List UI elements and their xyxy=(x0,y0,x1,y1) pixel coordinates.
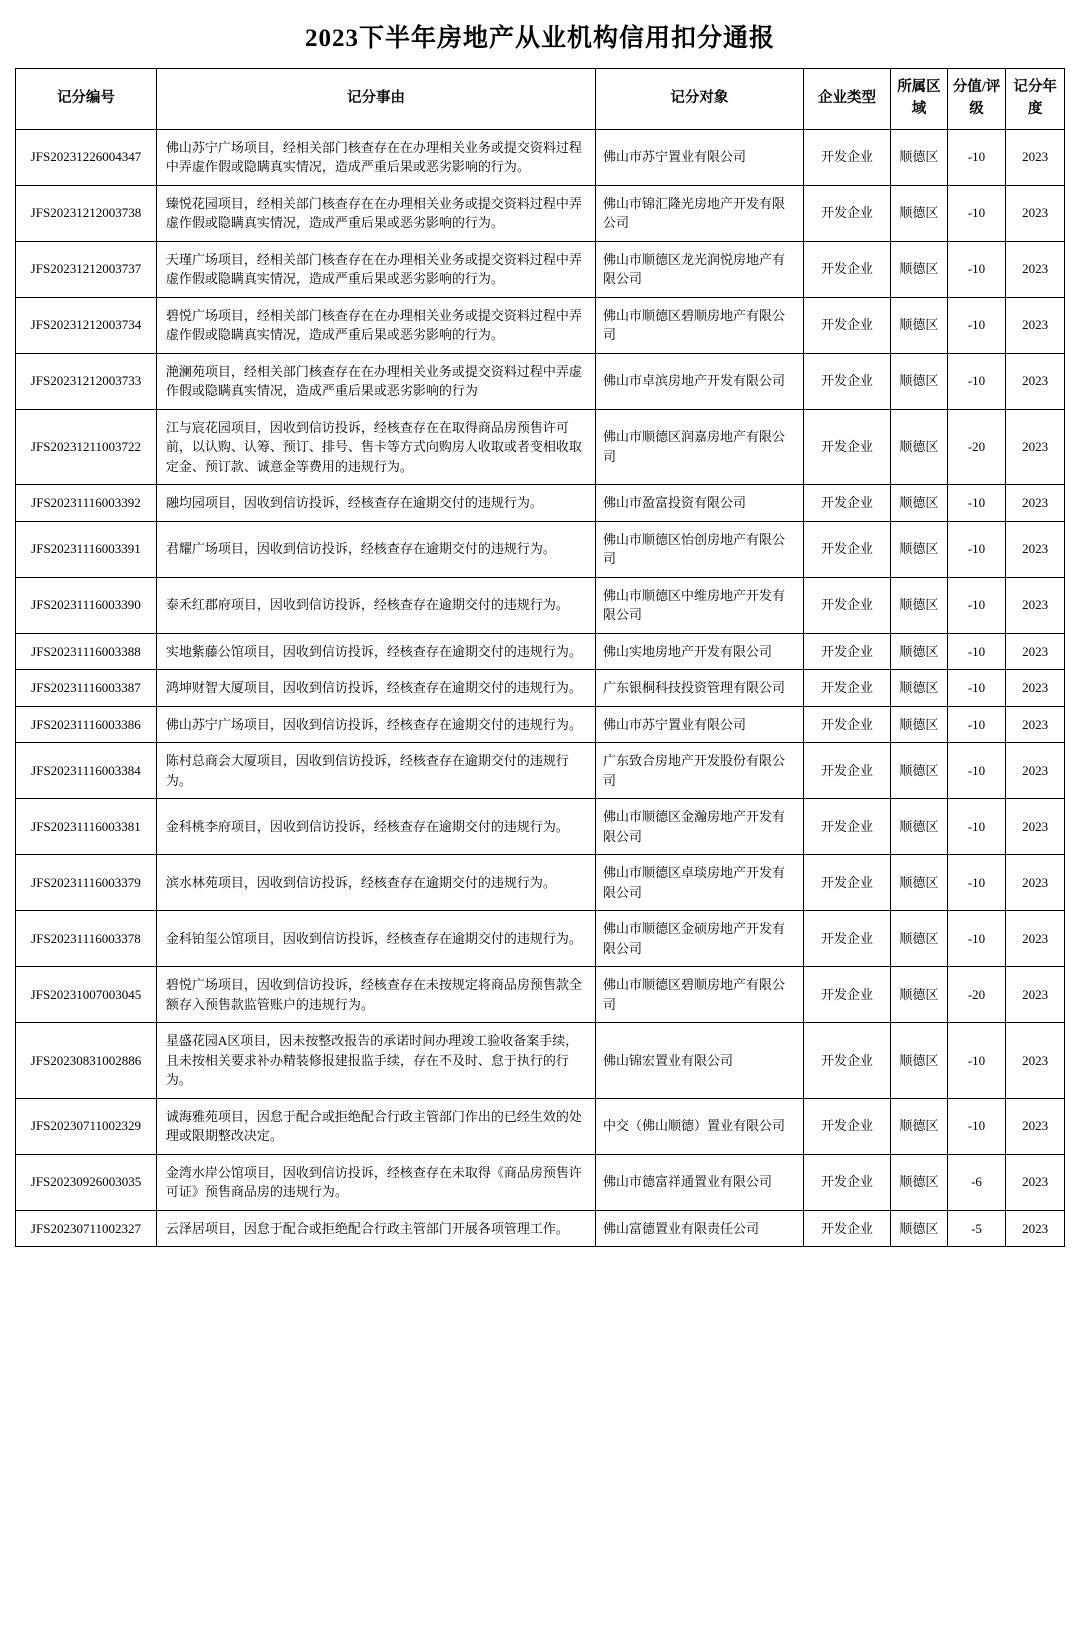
cell-score: -10 xyxy=(947,353,1006,409)
cell-id: JFS20231116003388 xyxy=(16,633,157,670)
cell-reason: 臻悦花园项目，经相关部门核查存在在办理相关业务或提交资料过程中弄虚作假或隐瞒真实情况，造成严重后果或恶劣影响的行为。 xyxy=(156,185,595,241)
cell-score: -5 xyxy=(947,1210,1006,1247)
table-row xyxy=(16,967,1065,1023)
column-header-score: 分值/评级 xyxy=(947,69,1006,130)
table-row xyxy=(16,297,1065,353)
cell-type: 开发企业 xyxy=(803,241,890,297)
cell-type: 开发企业 xyxy=(803,1023,890,1099)
cell-reason: 碧悦广场项目，因收到信访投诉，经核查存在未按规定将商品房预售款全额存入预售款监管账户的违规行为。 xyxy=(156,967,595,1023)
cell-area: 顺德区 xyxy=(891,967,948,1023)
cell-id: JFS20230831002886 xyxy=(16,1023,157,1099)
table-row xyxy=(16,1098,1065,1154)
table-row xyxy=(16,409,1065,485)
cell-year: 2023 xyxy=(1006,1154,1065,1210)
cell-target: 佛山市顺德区怡创房地产有限公司 xyxy=(596,521,804,577)
cell-target: 中交（佛山顺德）置业有限公司 xyxy=(596,1098,804,1154)
cell-area: 顺德区 xyxy=(891,706,948,743)
table-row xyxy=(16,855,1065,911)
cell-target: 佛山市锦汇隆光房地产开发有限公司 xyxy=(596,185,804,241)
cell-id: JFS20231116003387 xyxy=(16,670,157,707)
cell-score: -10 xyxy=(947,855,1006,911)
cell-type: 开发企业 xyxy=(803,1098,890,1154)
cell-area: 顺德区 xyxy=(891,297,948,353)
cell-year: 2023 xyxy=(1006,743,1065,799)
cell-score: -10 xyxy=(947,799,1006,855)
cell-id: JFS20231116003378 xyxy=(16,911,157,967)
cell-type: 开发企业 xyxy=(803,911,890,967)
cell-reason: 金湾水岸公馆项目，因收到信访投诉，经核查存在未取得《商品房预售许可证》预售商品房的违规行为。 xyxy=(156,1154,595,1210)
cell-type: 开发企业 xyxy=(803,799,890,855)
cell-score: -10 xyxy=(947,297,1006,353)
cell-type: 开发企业 xyxy=(803,743,890,799)
cell-score: -6 xyxy=(947,1154,1006,1210)
cell-reason: 滟澜苑项目，经相关部门核查存在在办理相关业务或提交资料过程中弄虚作假或隐瞒真实情况，造成严重后果或恶劣影响的行为 xyxy=(156,353,595,409)
table-row xyxy=(16,1154,1065,1210)
cell-area: 顺德区 xyxy=(891,485,948,522)
table-row xyxy=(16,241,1065,297)
cell-year: 2023 xyxy=(1006,521,1065,577)
cell-area: 顺德区 xyxy=(891,521,948,577)
cell-id: JFS20231212003733 xyxy=(16,353,157,409)
cell-target: 佛山市顺德区龙光润悦房地产有限公司 xyxy=(596,241,804,297)
cell-type: 开发企业 xyxy=(803,1210,890,1247)
cell-type: 开发企业 xyxy=(803,485,890,522)
cell-target: 佛山锦宏置业有限公司 xyxy=(596,1023,804,1099)
table-row xyxy=(16,743,1065,799)
cell-type: 开发企业 xyxy=(803,353,890,409)
cell-reason: 金科铂玺公馆项目，因收到信访投诉，经核查存在逾期交付的违规行为。 xyxy=(156,911,595,967)
cell-id: JFS20231116003379 xyxy=(16,855,157,911)
cell-target: 佛山市德富祥通置业有限公司 xyxy=(596,1154,804,1210)
cell-reason: 融均园项目，因收到信访投诉，经核查存在逾期交付的违规行为。 xyxy=(156,485,595,522)
cell-area: 顺德区 xyxy=(891,185,948,241)
cell-reason: 滨水林苑项目，因收到信访投诉，经核查存在逾期交付的违规行为。 xyxy=(156,855,595,911)
cell-score: -10 xyxy=(947,185,1006,241)
cell-id: JFS20230711002327 xyxy=(16,1210,157,1247)
cell-year: 2023 xyxy=(1006,353,1065,409)
cell-year: 2023 xyxy=(1006,185,1065,241)
cell-type: 开发企业 xyxy=(803,521,890,577)
cell-area: 顺德区 xyxy=(891,1154,948,1210)
cell-reason: 鸿坤财智大厦项目，因收到信访投诉，经核查存在逾期交付的违规行为。 xyxy=(156,670,595,707)
cell-reason: 天瑾广场项目，经相关部门核查存在在办理相关业务或提交资料过程中弄虚作假或隐瞒真实情况，造成严重后果或恶劣影响的行为。 xyxy=(156,241,595,297)
credit-deduction-table xyxy=(15,68,1065,1247)
cell-type: 开发企业 xyxy=(803,706,890,743)
cell-reason: 星盛花园A区项目，因未按整改报告的承诺时间办理竣工验收备案手续，且未按相关要求补办精装修报建报监手续，存在不及时、怠于执行的行为。 xyxy=(156,1023,595,1099)
cell-target: 佛山市苏宁置业有限公司 xyxy=(596,706,804,743)
cell-score: -20 xyxy=(947,967,1006,1023)
cell-reason: 君耀广场项目，因收到信访投诉，经核查存在逾期交付的违规行为。 xyxy=(156,521,595,577)
table-row xyxy=(16,185,1065,241)
cell-target: 佛山实地房地产开发有限公司 xyxy=(596,633,804,670)
cell-id: JFS20231116003384 xyxy=(16,743,157,799)
column-header-area: 所属区域 xyxy=(891,69,948,130)
cell-score: -10 xyxy=(947,670,1006,707)
cell-area: 顺德区 xyxy=(891,577,948,633)
cell-target: 广东银桐科技投资管理有限公司 xyxy=(596,670,804,707)
table-row xyxy=(16,706,1065,743)
table-header-row xyxy=(16,69,1065,130)
cell-reason: 佛山苏宁广场项目，经相关部门核查存在在办理相关业务或提交资料过程中弄虚作假或隐瞒真实情况，造成严重后果或恶劣影响的行为。 xyxy=(156,129,595,185)
cell-id: JFS20231212003737 xyxy=(16,241,157,297)
cell-reason: 陈村总商会大厦项目，因收到信访投诉，经核查存在逾期交付的违规行为。 xyxy=(156,743,595,799)
cell-year: 2023 xyxy=(1006,577,1065,633)
cell-year: 2023 xyxy=(1006,129,1065,185)
cell-id: JFS20231116003391 xyxy=(16,521,157,577)
cell-year: 2023 xyxy=(1006,1210,1065,1247)
column-header-target: 记分对象 xyxy=(596,69,804,130)
cell-type: 开发企业 xyxy=(803,129,890,185)
cell-year: 2023 xyxy=(1006,911,1065,967)
cell-reason: 江与宸花园项目，因收到信访投诉，经核查存在在取得商品房预售许可前，以认购、认筹、预订、排号、售卡等方式向购房人收取或者变相收取定金、预订款、诚意金等费用的违规行为。 xyxy=(156,409,595,485)
cell-year: 2023 xyxy=(1006,241,1065,297)
cell-year: 2023 xyxy=(1006,485,1065,522)
cell-score: -10 xyxy=(947,129,1006,185)
cell-year: 2023 xyxy=(1006,297,1065,353)
cell-target: 佛山市顺德区金硕房地产开发有限公司 xyxy=(596,911,804,967)
cell-id: JFS20231212003734 xyxy=(16,297,157,353)
cell-target: 佛山市苏宁置业有限公司 xyxy=(596,129,804,185)
cell-id: JFS20231116003392 xyxy=(16,485,157,522)
cell-reason: 金科桃李府项目，因收到信访投诉，经核查存在逾期交付的违规行为。 xyxy=(156,799,595,855)
cell-target: 广东致合房地产开发股份有限公司 xyxy=(596,743,804,799)
cell-type: 开发企业 xyxy=(803,855,890,911)
cell-score: -10 xyxy=(947,743,1006,799)
cell-type: 开发企业 xyxy=(803,297,890,353)
cell-id: JFS20230711002329 xyxy=(16,1098,157,1154)
cell-score: -10 xyxy=(947,521,1006,577)
column-header-type: 企业类型 xyxy=(803,69,890,130)
cell-target: 佛山市顺德区金瀚房地产开发有限公司 xyxy=(596,799,804,855)
page-title: 2023下半年房地产从业机构信用扣分通报 xyxy=(304,25,775,52)
cell-target: 佛山市顺德区润嘉房地产有限公司 xyxy=(596,409,804,485)
cell-type: 开发企业 xyxy=(803,967,890,1023)
cell-type: 开发企业 xyxy=(803,577,890,633)
column-header-id: 记分编号 xyxy=(16,69,157,130)
cell-id: JFS20231211003722 xyxy=(16,409,157,485)
cell-area: 顺德区 xyxy=(891,1023,948,1099)
cell-year: 2023 xyxy=(1006,706,1065,743)
table-body xyxy=(16,129,1065,1247)
cell-type: 开发企业 xyxy=(803,633,890,670)
cell-reason: 云泽居项目，因怠于配合或拒绝配合行政主管部门开展各项管理工作。 xyxy=(156,1210,595,1247)
cell-reason: 佛山苏宁广场项目，因收到信访投诉，经核查存在逾期交付的违规行为。 xyxy=(156,706,595,743)
cell-id: JFS20231116003386 xyxy=(16,706,157,743)
cell-year: 2023 xyxy=(1006,409,1065,485)
cell-year: 2023 xyxy=(1006,1098,1065,1154)
table-row xyxy=(16,633,1065,670)
table-row xyxy=(16,799,1065,855)
cell-reason: 泰禾红郡府项目，因收到信访投诉，经核查存在逾期交付的违规行为。 xyxy=(156,577,595,633)
table-row xyxy=(16,485,1065,522)
cell-year: 2023 xyxy=(1006,633,1065,670)
cell-score: -20 xyxy=(947,409,1006,485)
table-row xyxy=(16,577,1065,633)
table-row xyxy=(16,911,1065,967)
cell-area: 顺德区 xyxy=(891,743,948,799)
cell-type: 开发企业 xyxy=(803,409,890,485)
cell-area: 顺德区 xyxy=(891,353,948,409)
cell-target: 佛山市卓滨房地产开发有限公司 xyxy=(596,353,804,409)
cell-area: 顺德区 xyxy=(891,241,948,297)
cell-score: -10 xyxy=(947,911,1006,967)
cell-target: 佛山市顺德区碧顺房地产有限公司 xyxy=(596,297,804,353)
cell-area: 顺德区 xyxy=(891,633,948,670)
table-row xyxy=(16,129,1065,185)
table-row xyxy=(16,1210,1065,1247)
cell-score: -10 xyxy=(947,633,1006,670)
cell-score: -10 xyxy=(947,577,1006,633)
cell-area: 顺德区 xyxy=(891,670,948,707)
cell-reason: 实地紫藤公馆项目，因收到信访投诉，经核查存在逾期交付的违规行为。 xyxy=(156,633,595,670)
table-row xyxy=(16,670,1065,707)
cell-id: JFS20231226004347 xyxy=(16,129,157,185)
cell-id: JFS20231007003045 xyxy=(16,967,157,1023)
cell-id: JFS20230926003035 xyxy=(16,1154,157,1210)
column-header-year: 记分年度 xyxy=(1006,69,1065,130)
cell-reason: 碧悦广场项目，经相关部门核查存在在办理相关业务或提交资料过程中弄虚作假或隐瞒真实情况，造成严重后果或恶劣影响的行为。 xyxy=(156,297,595,353)
cell-id: JFS20231212003738 xyxy=(16,185,157,241)
cell-year: 2023 xyxy=(1006,670,1065,707)
cell-target: 佛山市顺德区卓琰房地产开发有限公司 xyxy=(596,855,804,911)
cell-target: 佛山市顺德区碧顺房地产有限公司 xyxy=(596,967,804,1023)
cell-score: -10 xyxy=(947,241,1006,297)
cell-target: 佛山市盈富投资有限公司 xyxy=(596,485,804,522)
cell-score: -10 xyxy=(947,485,1006,522)
cell-score: -10 xyxy=(947,1098,1006,1154)
cell-area: 顺德区 xyxy=(891,409,948,485)
column-header-reason: 记分事由 xyxy=(156,69,595,130)
cell-id: JFS20231116003381 xyxy=(16,799,157,855)
cell-year: 2023 xyxy=(1006,967,1065,1023)
table-row xyxy=(16,1023,1065,1099)
cell-area: 顺德区 xyxy=(891,1210,948,1247)
table-header xyxy=(16,69,1065,130)
cell-area: 顺德区 xyxy=(891,129,948,185)
cell-area: 顺德区 xyxy=(891,1098,948,1154)
cell-target: 佛山市顺德区中维房地产开发有限公司 xyxy=(596,577,804,633)
table-row xyxy=(16,353,1065,409)
cell-type: 开发企业 xyxy=(803,670,890,707)
cell-area: 顺德区 xyxy=(891,855,948,911)
cell-id: JFS20231116003390 xyxy=(16,577,157,633)
cell-score: -10 xyxy=(947,706,1006,743)
table-row xyxy=(16,521,1065,577)
cell-type: 开发企业 xyxy=(803,1154,890,1210)
cell-area: 顺德区 xyxy=(891,911,948,967)
cell-year: 2023 xyxy=(1006,799,1065,855)
cell-year: 2023 xyxy=(1006,1023,1065,1099)
cell-area: 顺德区 xyxy=(891,799,948,855)
cell-reason: 诚海雅苑项目，因怠于配合或拒绝配合行政主管部门作出的已经生效的处理或限期整改决定。 xyxy=(156,1098,595,1154)
cell-score: -10 xyxy=(947,1023,1006,1099)
cell-target: 佛山富德置业有限责任公司 xyxy=(596,1210,804,1247)
cell-type: 开发企业 xyxy=(803,185,890,241)
cell-year: 2023 xyxy=(1006,855,1065,911)
